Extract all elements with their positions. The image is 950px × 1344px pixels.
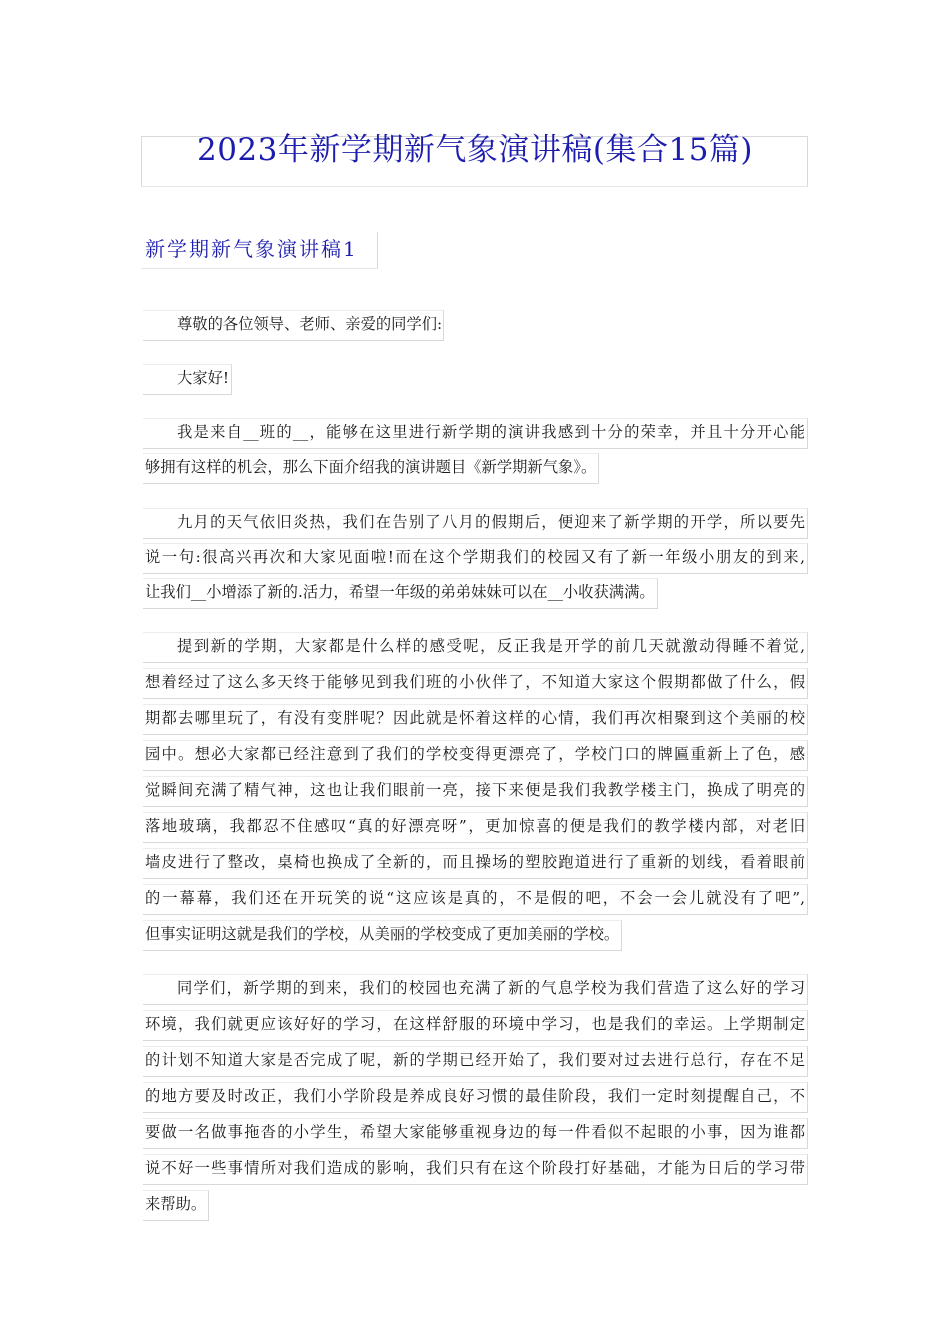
paragraph-line: 环境，我们就更应该好好的学习，在这样舒服的环境中学习，也是我们的幸运。上学期制定 <box>145 1012 805 1036</box>
paragraph-line: 觉瞬间充满了精气神，这也让我们眼前一亮，接下来便是我们我教学楼主门，换成了明亮的 <box>145 778 805 802</box>
paragraph-line: 墙皮进行了整改，桌椅也换成了全新的，而且操场的塑胶跑道进行了重新的划线，看着眼前 <box>145 850 805 874</box>
paragraph-line: 尊敬的各位领导、老师、亲爱的同学们: <box>145 312 442 336</box>
paragraph-line: 的一幕幕，我们还在开玩笑的说“这应该是真的，不是假的吧，不会一会儿就没有了吧”, <box>145 886 805 910</box>
paragraph-line: 落地玻璃，我都忍不住感叹“真的好漂亮呀”，更加惊喜的便是我们的教学楼内部，对老旧 <box>145 814 805 838</box>
paragraph-line: 但事实证明这就是我们的学校，从美丽的学校变成了更加美丽的学校。 <box>145 922 619 946</box>
paragraph-line: 九月的天气依旧炎热，我们在告别了八月的假期后，便迎来了新学期的开学，所以要先 <box>145 510 805 534</box>
paragraph-line: 说不好一些事情所对我们造成的影响，我们只有在这个阶段打好基础，才能为日后的学习带 <box>145 1156 805 1180</box>
paragraph-line: 同学们，新学期的到来，我们的校园也充满了新的气息学校为我们营造了这么好的学习 <box>145 976 805 1000</box>
paragraph-line: 我是来自__班的__，能够在这里进行新学期的演讲我感到十分的荣幸，并且十分开心能 <box>145 420 805 444</box>
paragraph-line: 让我们__小增添了新的.活力，希望一年级的弟弟妹妹可以在__小收获满满。 <box>145 580 655 604</box>
paragraph-line: 园中。想必大家都已经注意到了我们的学校变得更漂亮了，学校门口的牌匾重新上了色，感 <box>145 742 805 766</box>
paragraph-line: 期都去哪里玩了，有没有变胖呢？因此就是怀着这样的心情，我们再次相聚到这个美丽的校 <box>145 706 805 730</box>
paragraph-line: 要做一名做事拖沓的小学生，希望大家能够重视身边的每一件看似不起眼的小事，因为谁都 <box>145 1120 805 1144</box>
paragraph-line: 想着经过了这么多天终于能够见到我们班的小伙伴了，不知道大家这个假期都做了什么，假 <box>145 670 805 694</box>
paragraph-line: 说一句:很高兴再次和大家见面啦!而在这个学期我们的校园又有了新一年级小朋友的到来, <box>145 545 805 569</box>
paragraph-line: 大家好! <box>145 366 229 390</box>
paragraph-line: 的地方要及时改正，我们小学阶段是养成良好习惯的最佳阶段，我们一定时刻提醒自己，不 <box>145 1084 805 1108</box>
document-title: 2023年新学期新气象演讲稿(集合15篇) <box>196 132 754 168</box>
paragraph-line: 够拥有这样的机会，那么下面介绍我的演讲题目《新学期新气象》。 <box>145 455 596 479</box>
paragraph-line: 来帮助。 <box>145 1192 206 1216</box>
section-heading: 新学期新气象演讲稿1 <box>145 237 358 261</box>
paragraph-line: 提到新的学期，大家都是什么样的感受呢，反正我是开学的前几天就激动得睡不着觉, <box>145 634 805 658</box>
paragraph-line: 的计划不知道大家是否完成了呢，新的学期已经开始了，我们要对过去进行总行，存在不足 <box>145 1048 805 1072</box>
